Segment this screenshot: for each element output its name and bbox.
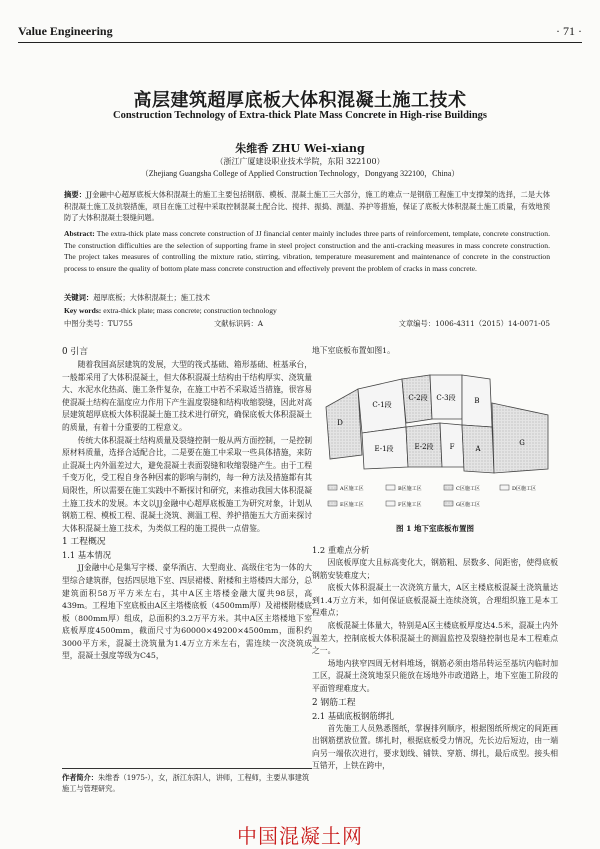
footnote-text: 朱维香（1975-），女，浙江东阳人，讲师，工程师，主要从事建筑施工与管理研究。 <box>62 773 310 793</box>
journal-name: Value Engineering <box>18 24 113 38</box>
title-chinese: 高层建筑超厚底板大体积混凝土施工技术 <box>133 90 467 111</box>
zone-label-b: B <box>474 397 480 405</box>
running-header <box>18 22 582 40</box>
paragraph: 底板混凝土体量大，特别是A区主楼底板厚度达4.5米，混凝土内外温差大，控制底板大体积混凝土的测温监控及裂缝控制也是本工程难点之一。 <box>312 620 558 656</box>
legend-item: B区施工区 <box>398 486 422 492</box>
legend-item: E区施工区 <box>340 502 364 508</box>
figure-intro-text: 地下室底板布置如图1。 <box>312 346 395 355</box>
zone-label-d: D <box>337 419 343 427</box>
section-heading-intro: 0 引言 <box>62 347 88 357</box>
zone-label-g: G <box>519 439 525 447</box>
article-metadata <box>64 319 550 331</box>
paragraph: 随着我国高层建筑的发展，大型的筏式基础、箱形基础、桩基承台，一般都采用了大体积混凝土，但大体积混凝土结构由于结构厚实、浇筑量大、水泥水化热高、施工条件复杂，在施工中若不采取适当措施，很容易使混凝土结构在温度应力作用下产生温度裂缝和结构收缩裂缝，因此对高层建筑超厚底板大体积混凝土施工技术进行研究，确保底板大体积混凝土的质量，有着十分重要的工程意义。 <box>62 360 312 432</box>
floor-slab-layout-diagram <box>322 367 554 517</box>
zone-label-c1: C-1段 <box>372 401 392 409</box>
figure-legend <box>328 485 536 508</box>
abstract-en-label: Abstract: <box>64 229 95 238</box>
legend-item: C区施工区 <box>456 486 480 492</box>
subsection-heading-rebar-binding: 2.1 基础底板钢筋绑扎 <box>312 710 395 721</box>
legend-item: A区施工区 <box>340 486 364 492</box>
paragraph: 场地内狭窄四周无材料堆场，钢筋必须由塔吊转运至基坑内临时加工区，混凝土浇筑地泵只能放在场地外市政道路上，地下室施工阶段的平面管理难度大。 <box>312 658 558 693</box>
title-english: Construction Technology of Extra-thick Plate Mass Concrete in High-rise Buildings <box>112 110 488 121</box>
legend-item: D区施工区 <box>512 486 537 492</box>
author-name: 朱维香 ZHU Wei-xiang <box>235 142 365 155</box>
paragraph: 传统大体积混凝土结构质量及裂缝控制一般从两方面控制，一是控制原材料质量，选择合适配合比，二是要在施工中采取一些具体措施，来防止混凝土内外温差过大，避免混凝土表面裂缝和收缩裂缝产生。由于工程千变万化，受工程自身各种因素的影响与制约，每一种方法及措施都有其局限性，所以需要在施工实践中不断探讨和研究，来推动我国大体积混凝土施工技术的发展。本文以JJ金融中心超厚底板施工为研究对象，计划从钢筋工程、模板工程、混凝土浇筑、测温工程、养护措施五大方面来探讨大体积混凝土施工技术，为类似工程的施工提供一点借鉴。 <box>62 435 312 533</box>
figure-caption: 图 1 地下室底板布置图 <box>396 524 474 533</box>
section-heading-rebar: 2 钢筋工程 <box>312 697 356 708</box>
zone-label-e2: E-2段 <box>414 443 434 451</box>
legend-item: G区施工区 <box>456 502 480 508</box>
zone-label-c2: C-2段 <box>408 394 428 402</box>
keywords-zh-label: 关键词： <box>64 293 94 302</box>
clc-number: 中图分类号：TU755 <box>64 319 133 328</box>
header-rule <box>18 42 582 43</box>
footnote-label: 作者简介： <box>62 773 98 782</box>
zone-d <box>326 389 362 459</box>
paragraph: 底板大体积混凝土一次浇筑方量大，A区主楼底板混凝土浇筑量达到1.4万立方米，如何保证底板混凝土连续浇筑，合理组织施工是本工程难点； <box>312 583 558 618</box>
zone-label-e1: E-1段 <box>374 445 394 453</box>
abstract-chinese <box>64 189 550 224</box>
abstract-zh-label: 摘要： <box>64 190 87 199</box>
legend-item: F区施工区 <box>398 502 422 508</box>
section-heading-overview: 1 工程概况 <box>62 537 106 548</box>
right-column-body <box>312 544 558 773</box>
keywords-chinese <box>64 292 550 304</box>
page-number: · 71 · <box>556 24 582 38</box>
zone-label-f: F <box>449 443 455 451</box>
keywords-en-label: Key words: <box>64 306 102 315</box>
zone-g <box>492 403 548 473</box>
abstract-zh-text: JJ金融中心超厚底板大体积混凝土的施工主要包括钢筋、模板、混凝土施工三大部分，施工的难点一是钢筋工程施工中支撑架的选择，二是大体积混凝土施工及抗裂措施，项目在施工过程中采取控制混凝土配合比、搅拌、振捣、测温、养护等措施，保证了底板大体积混凝土施工质量，有效地预防了大体积混凝土裂缝问题。 <box>64 190 550 222</box>
paragraph: 首先施工人员熟悉图纸，掌握排列顺序，根据图纸所规定的间距画出钢筋摆放位置。绑扎时，根据底板受力情况，先长边后短边，由一端向另一端依次进行，要求划线、铺铁、穿筋、绑扎，最后成型。接头相互错开，上铁在跨中， <box>312 723 558 771</box>
keywords-en-text: extra-thick plate; mass concrete; construction technology <box>103 306 277 315</box>
footnote <box>62 768 312 794</box>
paragraph: JJ金融中心是集写字楼、豪华酒店、大型商业、高级住宅为一体的大型综合建筑群，包括四层地下室、四层裙楼、附楼和主塔楼四大部分，总建筑面积58万平方米左右，其中A区主塔楼金融大厦共98层，高439m。工程地下室底板由A区主塔楼底板（4500mm厚）及裙楼附楼底板（800mm厚）组成，总面积约3.2万平方米。其中A区主塔楼地下室底板厚度4500mm，截面尺寸为60000×49200×4500mm，面积约3000平方米，混凝土浇筑量为1.4万立方米左右，需连续一次浇筑成型，混凝土强度等级为C45， <box>62 563 312 661</box>
keywords-english <box>64 305 550 317</box>
paragraph: 因底板厚度大且标高变化大，钢筋粗、层数多、间距密，使得底板钢筋安装难度大； <box>312 558 558 580</box>
subsection-heading-difficulties: 1.2 重难点分析 <box>312 545 370 555</box>
left-column <box>62 345 312 663</box>
zone-label-c3: C-3段 <box>436 394 456 402</box>
site-watermark: 中国混凝土网 <box>237 824 363 848</box>
affiliation-english: （Zhejiang Guangsha College of Applied Construction Technology，Dongyang 322100，China） <box>140 169 460 178</box>
abstract-en-text: The extra-thick plate mass concrete construction of JJ financial center mainly includes three parts of reinforcement, template, concrete construction. The construction difficulties are the selection of supporting frame in steel project construction and the anti-cracking measures in mass concrete construction. The project takes measures of controlling the mixture ratio, stirring, vibration, temperature measurement and maintenance of concrete in the construction process to ensure the quality of bottom plate mass concrete construction and effectively prevent the problem of cracks in mass concrete. <box>64 229 551 273</box>
zone-label-a: A <box>475 445 481 453</box>
abstract-english <box>64 228 550 274</box>
subsection-heading-basic: 1.1 基本情况 <box>62 550 112 561</box>
affiliation-chinese: （浙江广厦建设职业技术学院，东阳 322100） <box>215 157 385 166</box>
article-number: 文章编号：1006-4311（2015）14-0071-05 <box>398 319 550 328</box>
keywords-zh-text: 超厚底板；大体积混凝土；施工技术 <box>93 293 210 302</box>
document-code: 文献标识码：A <box>214 319 264 328</box>
right-column-top <box>312 345 558 358</box>
